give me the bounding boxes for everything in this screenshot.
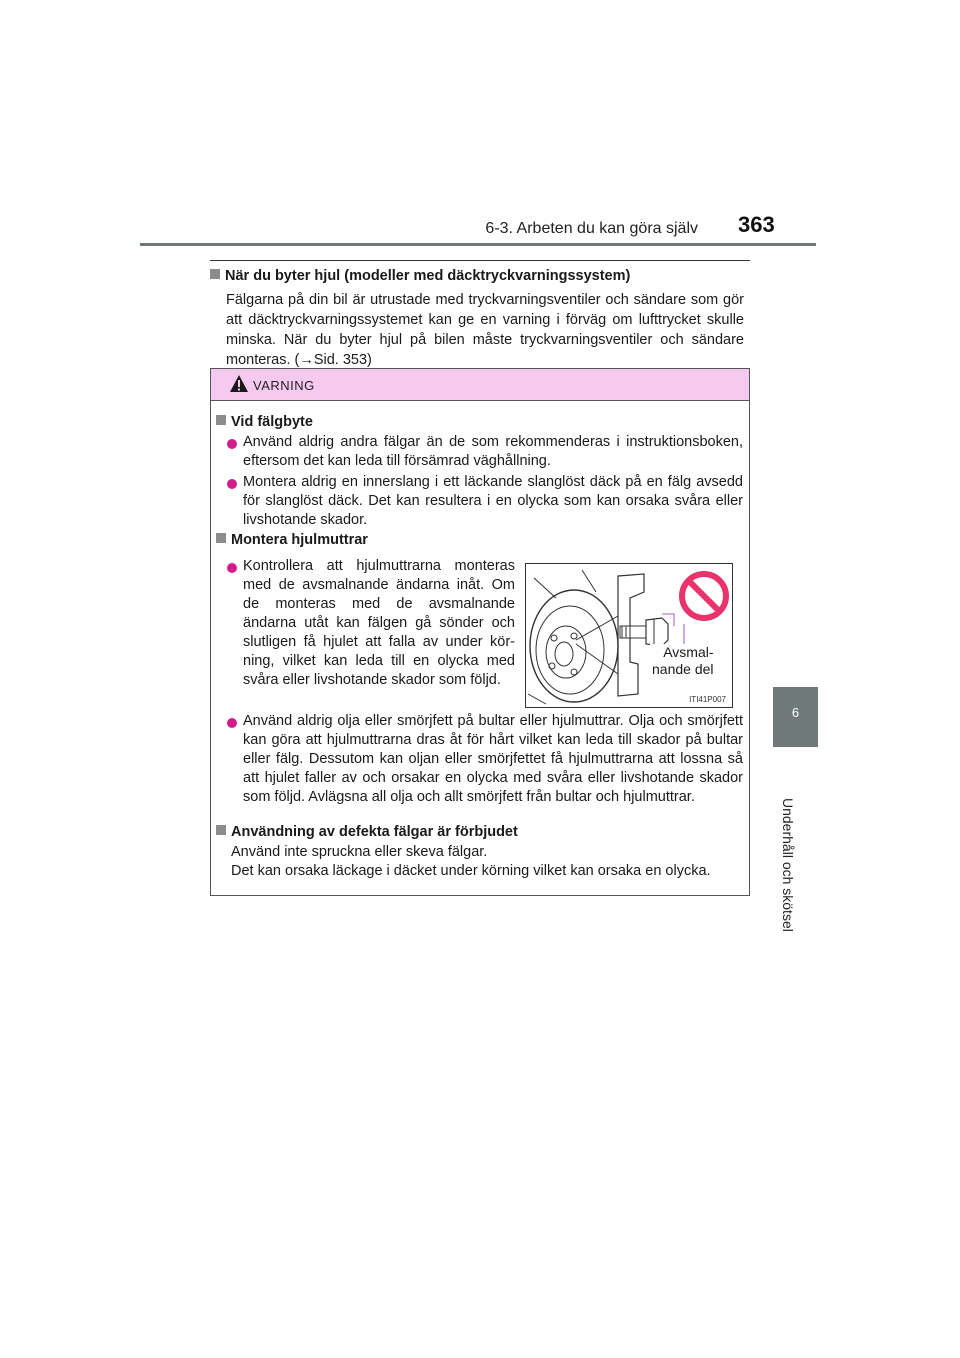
warning-title: VARNING xyxy=(253,378,315,393)
paragraph-line: Använd inte spruckna eller skeva fälgar. xyxy=(231,844,488,860)
subsection-heading xyxy=(216,414,313,430)
intro-heading xyxy=(210,268,630,284)
subsection-heading-text: Användning av defekta fälgar är förbjudet xyxy=(231,824,518,840)
illustration-code: ITI41P007 xyxy=(689,695,726,704)
square-bullet-icon xyxy=(216,415,226,425)
square-bullet-icon xyxy=(216,825,226,835)
page-number: 363 xyxy=(738,212,775,237)
section-title: 6-3. Arbeten du kan göra själv xyxy=(485,220,698,237)
subsection-heading xyxy=(216,532,368,548)
chapter-number: 6 xyxy=(791,705,800,720)
bullet-dot-icon xyxy=(227,439,237,449)
section-rule xyxy=(210,260,750,261)
list-item: Använd aldrig andra fälgar än de som rekommenderas i instruktionsboken, eftersom det kan leda till försämrad väghållning. xyxy=(243,434,743,469)
list-item: Kontrollera att hjulmuttrarna monteras med de avsmalnande ändarna inåt. Om de monteras med de avsmalnande ändarna utåt kan fälgen gå sönder och slutligen få hjulet att falla av under kör-ning, vilket kan leda till en olycka med svåra eller livshotande skador som följd. xyxy=(243,558,515,688)
header-rule xyxy=(140,243,816,246)
tapered-end-label xyxy=(650,644,716,678)
warning-triangle-icon xyxy=(229,374,249,393)
bullet-dot-icon xyxy=(227,718,237,728)
bullet-dot-icon xyxy=(227,479,237,489)
list-item: Montera aldrig en innerslang i ett läckande slanglöst däck på en fälg avsedd för slanglöst däck. Det kan resultera i en olycka som kan orsaka svåra eller livshotande skador. xyxy=(243,474,743,528)
warning-box xyxy=(210,368,750,896)
paragraph-line: Det kan orsaka läckage i däcket under körning vilket kan orsaka en olycka. xyxy=(231,863,711,879)
label-line-2: nande del xyxy=(652,661,714,677)
square-bullet-icon xyxy=(210,269,220,279)
chapter-title: Underhåll och skötsel xyxy=(780,798,796,932)
subsection-heading-text: Montera hjulmuttrar xyxy=(231,532,368,548)
bullet-dot-icon xyxy=(227,563,237,573)
list-item: Använd aldrig olja eller smörjfett på bultar eller hjulmuttrar. Olja och smörjfett kan göra att hjulmuttrarna dras åt för hårt vilket kan leda till skador på bultar eller fälg. Dessutom kan oljan eller smörjfettet få hjulmuttrarna att lossna så att hjulet faller av och orsakar en olycka med svåra eller livshotande skador som följd. Avlägsna all olja och allt smörjfett från bultar och hjulmuttrar. xyxy=(243,713,743,805)
subsection-heading xyxy=(216,824,518,840)
subsection-heading-text: Vid fälgbyte xyxy=(231,414,313,430)
warning-header xyxy=(211,369,749,401)
label-line-1: Avsmal- xyxy=(663,644,714,660)
intro-body: Fälgarna på din bil är utrustade med tryckvarningsventiler och sändare som gör att däcktryckvarningssystemet kan ge en varning i förväg om lufttrycket skulle minska. När du byter hjul på bilen måste tryckvarningsventiler och sändare monteras. (→Sid. 353) xyxy=(226,292,744,368)
wheel-nut-illustration xyxy=(525,563,733,708)
square-bullet-icon xyxy=(216,533,226,543)
wheel-nut-drawing xyxy=(526,564,732,707)
intro-heading-text: När du byter hjul (modeller med däcktryckvarningssystem) xyxy=(225,268,631,284)
chapter-tab[interactable] xyxy=(773,687,818,747)
